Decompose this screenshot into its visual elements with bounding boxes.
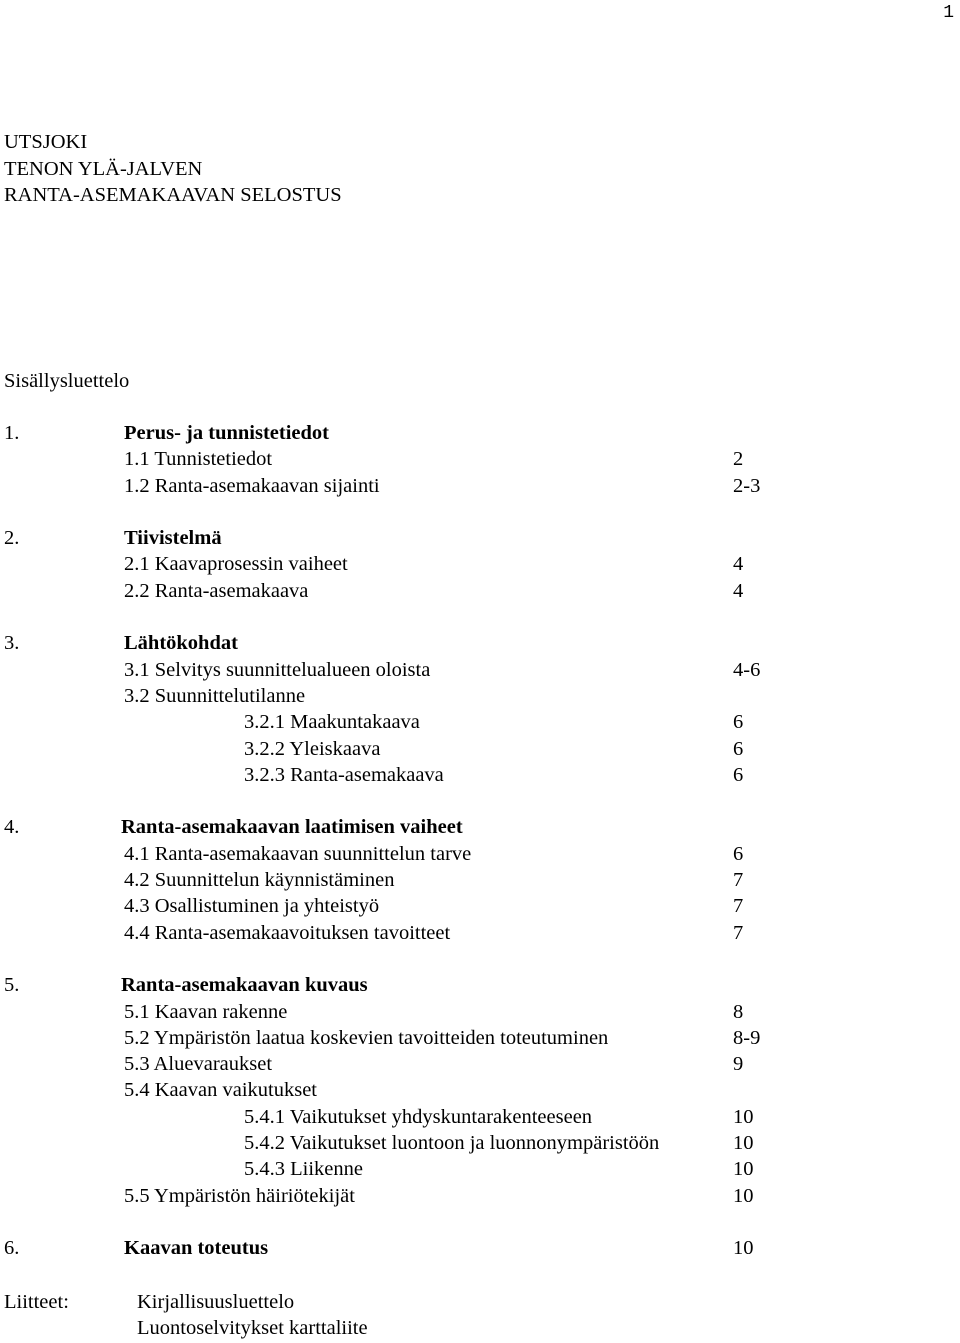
toc-entry-page: 8 xyxy=(733,1000,744,1023)
toc-entry xyxy=(0,473,960,499)
toc-entry-text: 2.1 Kaavaprosessin vaiheet xyxy=(124,553,348,576)
toc-entry-page: 6 xyxy=(733,711,744,734)
toc-heading: Sisällysluettelo xyxy=(4,370,130,392)
toc-entry-text: 4.2 Suunnittelun käynnistäminen xyxy=(124,869,395,892)
toc-entry-text: 3.2 Suunnittelutilanne xyxy=(124,684,306,707)
toc-entry-text: 2.2 Ranta-asemakaava xyxy=(124,579,309,602)
title-line: UTSJOKI xyxy=(4,131,88,153)
toc-entry-page: 2-3 xyxy=(733,474,761,497)
toc-entry-page: 6 xyxy=(733,842,744,865)
section-title: Tiivistelmä xyxy=(124,527,222,550)
toc-entry xyxy=(0,762,960,788)
toc-entry-text: 3.1 Selvitys suunnittelualueen oloista xyxy=(124,658,431,681)
toc-section-row xyxy=(0,1235,960,1261)
toc-section-row xyxy=(0,525,960,551)
appendix-item: Kirjallisuusluettelo xyxy=(137,1291,295,1313)
toc-entry-page: 7 xyxy=(733,895,744,918)
toc-entry xyxy=(0,1130,960,1156)
section-number: 3. xyxy=(4,632,20,655)
toc-entry xyxy=(0,551,960,577)
toc-entry-text: 3.2.2 Yleiskaava xyxy=(244,737,381,760)
toc-entry-text: 4.4 Ranta-asemakaavoituksen tavoitteet xyxy=(124,921,451,944)
toc-entry-text: 1.2 Ranta-asemakaavan sijainti xyxy=(124,474,380,497)
toc-entry-page: 6 xyxy=(733,763,744,786)
toc-entry xyxy=(0,893,960,919)
toc-spacer xyxy=(0,499,960,525)
toc-entry-page: 10 xyxy=(733,1105,754,1128)
section-title: Kaavan toteutus xyxy=(124,1237,269,1260)
toc-section-row xyxy=(0,630,960,656)
toc-entry-page: 4 xyxy=(733,579,744,602)
toc-spacer xyxy=(0,604,960,630)
document-title xyxy=(4,129,342,209)
toc-entry-text: 1.1 Tunnistetiedot xyxy=(124,448,273,471)
toc-entry xyxy=(0,657,960,683)
section-number: 6. xyxy=(4,1237,20,1260)
toc-entry xyxy=(0,1077,960,1103)
toc-entry xyxy=(0,841,960,867)
toc-entry-page: 8-9 xyxy=(733,1026,761,1049)
toc-entry xyxy=(0,578,960,604)
toc-spacer xyxy=(0,1209,960,1235)
section-number: 1. xyxy=(4,422,20,444)
toc-entry-text: 3.2.3 Ranta-asemakaava xyxy=(244,763,444,786)
page-number: 1 xyxy=(943,3,954,23)
toc-section-row xyxy=(0,420,960,446)
section-page: 10 xyxy=(733,1237,754,1260)
toc-entry-page: 7 xyxy=(733,921,744,944)
toc-entry-text: 4.1 Ranta-asemakaavan suunnittelun tarve xyxy=(124,842,472,865)
toc-section-row xyxy=(0,972,960,998)
section-title: Perus- ja tunnistetiedot xyxy=(124,422,329,444)
toc-entry-text: 5.4.2 Vaikutukset luontoon ja luonnonympäristöön xyxy=(244,1132,660,1155)
section-number: 5. xyxy=(4,974,20,997)
section-title: Ranta-asemakaavan kuvaus xyxy=(121,974,368,997)
toc-entry-page: 10 xyxy=(733,1132,754,1155)
appendix-items xyxy=(137,1289,368,1342)
toc-spacer xyxy=(0,788,960,814)
toc-entry xyxy=(0,736,960,762)
toc-entry-text: 5.1 Kaavan rakenne xyxy=(124,1000,288,1023)
toc-entry-page: 9 xyxy=(733,1053,744,1076)
appendix-label: Liitteet: xyxy=(4,1291,69,1313)
toc-entry xyxy=(0,1051,960,1077)
toc-entry-text: 3.2.1 Maakuntakaava xyxy=(244,711,420,734)
toc-entry xyxy=(0,709,960,735)
toc-entry xyxy=(0,867,960,893)
toc-entry-text: 5.4.3 Liikenne xyxy=(244,1158,363,1181)
toc-entry-page: 4 xyxy=(733,553,744,576)
toc-entry-text: 5.4.1 Vaikutukset yhdyskuntarakenteeseen xyxy=(244,1105,593,1128)
toc-entry xyxy=(0,1104,960,1130)
title-line: RANTA-ASEMAKAAVAN SELOSTUS xyxy=(4,184,342,206)
toc-entry-text: 5.4 Kaavan vaikutukset xyxy=(124,1079,317,1102)
toc-section-row xyxy=(0,814,960,840)
toc-entry xyxy=(0,1156,960,1182)
toc-entry-text: 5.3 Aluevaraukset xyxy=(124,1053,273,1076)
toc-entry xyxy=(0,1025,960,1051)
section-number: 2. xyxy=(4,527,20,550)
toc-entry-page: 7 xyxy=(733,869,744,892)
section-title: Lähtökohdat xyxy=(124,632,238,655)
toc-entry-page: 6 xyxy=(733,737,744,760)
toc-entry xyxy=(0,1183,960,1209)
toc-entry-page: 10 xyxy=(733,1158,754,1181)
toc-entry-text: 5.2 Ympäristön laatua koskevien tavoitteiden toteutuminen xyxy=(124,1026,609,1049)
title-line: TENON YLÄ-JALVEN xyxy=(4,157,203,180)
toc-spacer xyxy=(0,946,960,972)
toc-entry-text: 4.3 Osallistuminen ja yhteistyö xyxy=(124,895,380,918)
table-of-contents xyxy=(0,420,960,1262)
toc-entry-text: 5.5 Ympäristön häiriötekijät xyxy=(124,1184,355,1207)
section-title: Ranta-asemakaavan laatimisen vaiheet xyxy=(121,816,463,839)
toc-entry-page: 10 xyxy=(733,1184,754,1207)
toc-entry-page: 4-6 xyxy=(733,658,761,681)
toc-entry xyxy=(0,999,960,1025)
section-number: 4. xyxy=(4,816,20,839)
toc-entry-page: 2 xyxy=(733,448,744,471)
appendix-item: Luontoselvitykset karttaliite xyxy=(137,1317,368,1340)
toc-entry xyxy=(0,683,960,709)
toc-entry xyxy=(0,920,960,946)
toc-entry xyxy=(0,446,960,472)
